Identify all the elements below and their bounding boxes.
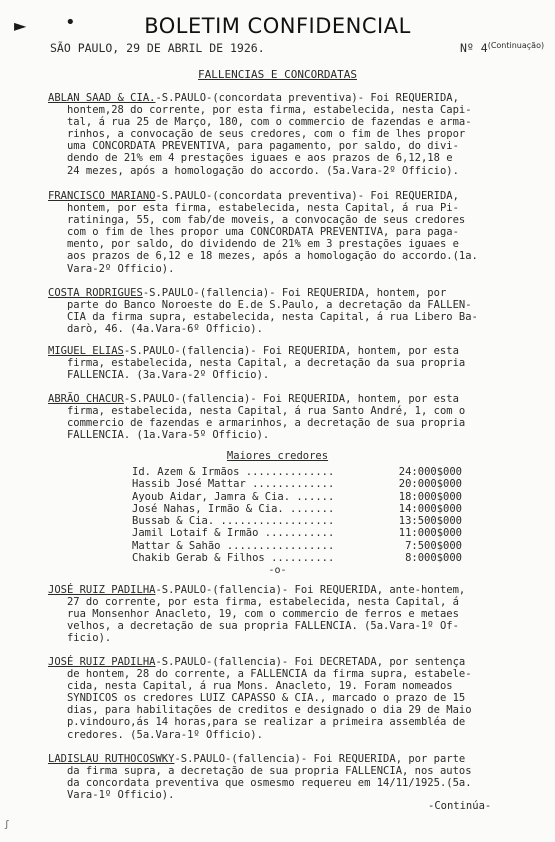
- separator: -o-: [268, 565, 287, 576]
- entry-line: credores. (5a.Vara-1º Officio).: [66, 728, 263, 741]
- creditor-value: 8:000$000: [405, 552, 462, 565]
- creditor-name: Id. Azem & Irmãos ..............: [132, 466, 335, 478]
- page-title: BOLETIM CONFIDENCIAL: [144, 14, 411, 38]
- section-title: [0, 68, 555, 81]
- entry-name: FRANCISCO MARIANO: [48, 190, 156, 202]
- creditor-row: [132, 466, 462, 478]
- creditor-row: [132, 478, 462, 490]
- entry-miguel-elias: [48, 345, 518, 381]
- entry-line: 24 mezes, após a homologação do accordo. (5a.Vara-2º Officio).: [66, 164, 459, 177]
- entry-line: uma CONCORDATA PREVENTIVA, para pagamento, por saldo, do divi-: [66, 140, 459, 153]
- entry-line: CIA da firma supra, estabelecida, nesta Capital, á rua Libero Ba-: [66, 311, 478, 324]
- entry-line: firma, estabelecida, nesta Capital, á rua Santo André, 1, com o: [66, 405, 466, 418]
- entry-line: FALLENCIA. (1a.Vara-5º Officio).: [66, 429, 270, 442]
- entry-line: rua Monsenhor Anacleto, 19, com o commercio de ferros e metaes: [66, 608, 459, 621]
- entry-line: de hontem, 28 do corrente, a FALLENCIA da firma supra, estabele-: [66, 668, 472, 681]
- number-text: Nº 4: [460, 41, 488, 55]
- entry-name: JOSÉ RUIZ PADILHA: [48, 584, 156, 596]
- entry-line: ficio).: [66, 632, 112, 645]
- creditors-title: [0, 450, 555, 462]
- entry-line: Vara-2º Officio).: [66, 262, 175, 275]
- entry-jose-ruiz-padilha-requerida: [48, 584, 518, 644]
- entry-line: aos prazos de 6,12 e 18 mezes, após a homologação do accordo.(1a.: [66, 250, 478, 263]
- entry-line: hontem, por esta firma, estabelecida, nesta Capital, á rua Pi-: [66, 202, 459, 215]
- creditor-row: [132, 503, 462, 515]
- entry-line: -S.PAULO-(fallencia)- Foi REQUERIDA, hontem, por esta: [123, 393, 459, 405]
- creditor-name: Bussab & Cia. ..................: [132, 515, 335, 528]
- entry-name: COSTA RODRIGUES: [48, 287, 143, 299]
- entry-line: 27 do corrente, por esta firma, estabelecida, nesta Capital, á: [66, 596, 459, 609]
- entry-line: dias, para habilitações de creditos e designado o dia 29 de Maio: [66, 704, 472, 717]
- creditor-value: 13:500$000: [398, 515, 462, 528]
- creditor-name: Mattar & Sahão .................: [132, 539, 335, 552]
- entry-line: parte do Banco Noroeste do E.de S.Paulo, a decretação da FALLEN-: [66, 299, 472, 312]
- entry-line: commercio de fazendas e armarinhos, a decretação de sua propria: [66, 417, 466, 430]
- entry-name: LADISLAU RUTHOCOSWKY: [48, 753, 175, 765]
- entry-line: FALLENCIA. (3a.Vara-2º Officio).: [66, 369, 270, 382]
- entry-line: SYNDICOS os credores LUIZ CAPASSO & CIA., marcado o prazo de 15: [66, 692, 466, 705]
- entry-line: ratininga, 55, com fab/de moveis, a convocação de seus credores: [66, 214, 466, 227]
- entry-line: -S.PAULO-(fallencia)- Foi REQUERIDA, hontem, por: [142, 287, 447, 299]
- entry-line: da concordata preventiva que osmesmo requereu em 14/11/1925.(5a.: [66, 777, 472, 790]
- entry-costa-rodrigues: [48, 287, 518, 335]
- bulletin-number: [460, 41, 544, 55]
- creditors-title-text: Maiores credores: [226, 450, 329, 462]
- creditor-name: Chakib Gerab & Filhos ..........: [132, 552, 335, 565]
- entry-name: JOSÉ RUIZ PADILHA: [48, 656, 156, 668]
- creditor-value: 11:000$000: [398, 527, 462, 540]
- entry-line: Vara-1º Officio).: [66, 789, 175, 802]
- creditor-row: [132, 540, 462, 552]
- entry-abrao-chacur: [48, 393, 518, 441]
- creditor-value: 24:000$000: [398, 466, 462, 478]
- creditor-value: 20:000$000: [398, 478, 462, 491]
- entry-name: ABLAN SAAD & CIA.: [48, 92, 156, 104]
- entry-ablan-saad: [48, 92, 518, 177]
- creditor-name: Jamil Lotaif & Irmão ...........: [132, 527, 335, 540]
- entry-line: da firma supra, a decretação de sua propria FALLENCIA, nos autos: [66, 765, 472, 778]
- entry-line: com o fim de lhes propor uma CONCORDATA PREVENTIVA, para paga-: [66, 226, 459, 239]
- section-title-text: FALLENCIAS E CONCORDATAS: [198, 68, 357, 81]
- entry-name: ABRÃO CHACUR: [48, 393, 124, 405]
- creditor-value: 7:500$000: [405, 539, 462, 552]
- creditor-value: 18:000$000: [398, 490, 462, 503]
- entry-line: cida, nesta Capital, á rua Mons. Anacleto, 19. Foram nomeados: [66, 680, 453, 693]
- entry-line: hontem,28 do corrente, por esta firma, estabelecida, nesta Capi-: [66, 104, 472, 117]
- entry-line: -S.PAULO-(concordata preventiva)- Foi REQUERIDA,: [155, 190, 459, 202]
- entry-line: tal, á rua 25 de Março, 180, com o commercio de fazendas e arma-: [66, 116, 472, 129]
- creditor-value: 14:000$000: [398, 502, 462, 515]
- entry-line: p.vindouro,ás 14 horas,para se realizar a primeira assembléa de: [66, 716, 466, 729]
- continuation-label: (Continuação): [487, 41, 545, 50]
- dateline: SÃO PAULO, 29 DE ABRIL DE 1926.: [50, 41, 265, 55]
- creditor-row: [132, 527, 462, 539]
- entry-line: -S.PAULO-(fallencia)- Foi REQUERIDA, ante-hontem,: [155, 584, 466, 596]
- entry-line: darò, 46. (4a.Vara-6º Officio).: [66, 323, 263, 336]
- arrow-mark: ►: [14, 16, 27, 35]
- entry-line: velhos, a decretação de sua propria FALLENCIA. (5a.Vara-1º Of-: [66, 620, 459, 633]
- entry-ladislau-ruthocoswky: [48, 753, 518, 801]
- entry-line: -S.PAULO-(fallencia)- Foi REQUERIDA, por parte: [174, 753, 466, 765]
- entry-francisco-mariano: [48, 190, 518, 275]
- entry-line: -S.PAULO-(concordata preventiva)- Foi REQUERIDA,: [155, 92, 459, 104]
- edge-mark: ʃ: [4, 820, 10, 830]
- entry-line: -S.PAULO-(fallencia)- Foi DECRETADA, por sentença: [155, 656, 466, 668]
- entry-line: firma, estabelecida, nesta Capital, a decretação da sua propria: [66, 357, 466, 370]
- creditor-name: Ayoub Aidar, Jamra & Cia. ......: [132, 490, 335, 503]
- entry-line: rinhos, a convocação de seus credores, com o fim de lhes propor: [66, 128, 466, 141]
- creditors-list: [132, 466, 462, 564]
- continues-label: -Continúa-: [428, 800, 492, 812]
- entry-line: -S.PAULO-(fallencia)- Foi REQUERIDA, hontem, por esta: [123, 345, 459, 357]
- entry-line: dendo de 21% em 4 prestações iguaes e aos prazos de 6,12,18 e: [66, 152, 453, 165]
- creditor-row: [132, 552, 462, 564]
- entry-name: MIGUEL ELIAS: [48, 345, 124, 357]
- entry-line: mento, por saldo, do dividendo de 21% em 3 prestações iguaes e: [66, 238, 459, 251]
- creditor-name: Hassib José Mattar .............: [132, 478, 335, 491]
- creditor-name: José Nahas, Irmão & Cia. .......: [132, 502, 335, 515]
- entry-jose-ruiz-padilha-decretada: [48, 656, 518, 741]
- creditor-row: [132, 491, 462, 503]
- ink-dot: •: [65, 12, 76, 33]
- creditor-row: [132, 515, 462, 527]
